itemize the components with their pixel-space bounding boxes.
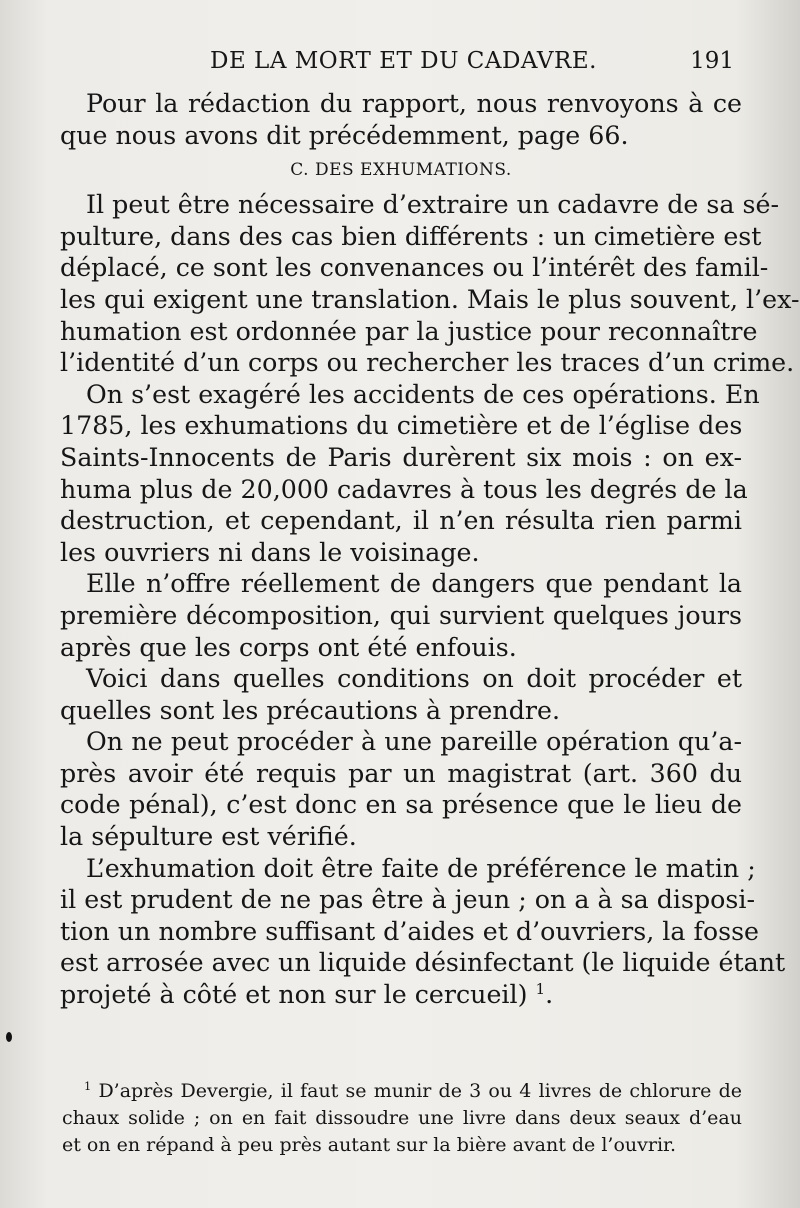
text-line-content: projeté à côté et non sur le cercueil) bbox=[60, 980, 528, 1010]
text-line: Saints-Innocents de Paris durèrent six mois : on ex- bbox=[60, 442, 742, 472]
text-line: il est prudent de ne pas être à jeun ; on a à sa disposi- bbox=[60, 885, 756, 915]
text-line: On s’est exagéré les accidents de ces opérations. En bbox=[86, 379, 760, 409]
text-line: quelles sont les précautions à prendre. bbox=[60, 695, 560, 725]
text-line: Voici dans quelles conditions on doit procéder et bbox=[86, 664, 742, 694]
text-line: Pour la rédaction du rapport, nous renvoyons à ce bbox=[86, 89, 742, 118]
text-line: les qui exigent une translation. Mais le plus souvent, l’ex- bbox=[60, 284, 800, 314]
body-text bbox=[60, 88, 800, 1011]
text-line: la sépulture est vérifié. bbox=[60, 822, 357, 852]
section-heading: C. DES EXHUMATIONS. bbox=[290, 160, 512, 181]
text-line: tion un nombre suffisant d’aides et d’ouvriers, la fosse bbox=[60, 916, 760, 946]
text-line: Elle n’offre réellement de dangers que pendant la bbox=[86, 569, 742, 599]
text-line: 1785, les exhumations du cimetière et de l’église des bbox=[60, 411, 743, 441]
text-line: L’exhumation doit être faite de préférence le matin ; bbox=[86, 853, 756, 883]
text-line: humation est ordonnée par la justice pour reconnaître bbox=[60, 316, 758, 346]
text-line: l’identité d’un corps ou rechercher les traces d’un crime. bbox=[60, 348, 795, 378]
text-line: destruction, et cependant, il n’en résulta rien parmi bbox=[60, 506, 742, 536]
text-line: pulture, dans des cas bien différents : un cimetière est bbox=[60, 221, 762, 251]
text-line: que nous avons dit précédemment, page 66. bbox=[60, 120, 629, 150]
page-number: 191 bbox=[690, 48, 734, 74]
footnote-reference: 1 bbox=[535, 979, 546, 998]
ink-speck bbox=[6, 1032, 12, 1042]
text-line: après que les corps ont été enfouis. bbox=[60, 632, 517, 662]
footnote-marker: 1 bbox=[84, 1079, 92, 1094]
footnote-line: chaux solide ; on en fait dissoudre une livre dans deux seaux d’eau bbox=[62, 1107, 742, 1129]
text-line: les ouvriers ni dans le voisinage. bbox=[60, 537, 480, 567]
text-line: première décomposition, qui survient quelques jours bbox=[60, 600, 742, 630]
text-line: déplacé, ce sont les convenances ou l’intérêt des famil- bbox=[60, 253, 769, 283]
text-line: code pénal), c’est donc en sa présence que le lieu de bbox=[60, 790, 742, 820]
running-title: DE LA MORT ET DU CADAVRE. bbox=[210, 48, 597, 74]
text-line-with-footnote-ref: projeté à côté et non sur le cercueil) $^1$. bbox=[60, 979, 554, 1010]
footnote bbox=[62, 1078, 742, 1159]
footnote-text: D’après Devergie, il faut se munir de 3 ou 4 livres de chlorure de bbox=[98, 1080, 742, 1102]
footnote-line bbox=[62, 1078, 742, 1105]
text-line: près avoir été requis par un magistrat (art. 360 du bbox=[60, 758, 742, 788]
page-header bbox=[60, 44, 740, 78]
footnote-line: et on en répand à peu près autant sur la bière avant de l’ouvrir. bbox=[62, 1134, 677, 1156]
text-line: Il peut être nécessaire d’extraire un cadavre de sa sé- bbox=[86, 190, 780, 220]
text-line: est arrosée avec un liquide désinfectant (le liquide étant bbox=[60, 948, 786, 978]
text-line: On ne peut procéder à une pareille opération qu’a- bbox=[86, 727, 742, 757]
text-line: huma plus de 20,000 cadavres à tous les degrés de la bbox=[60, 474, 748, 504]
